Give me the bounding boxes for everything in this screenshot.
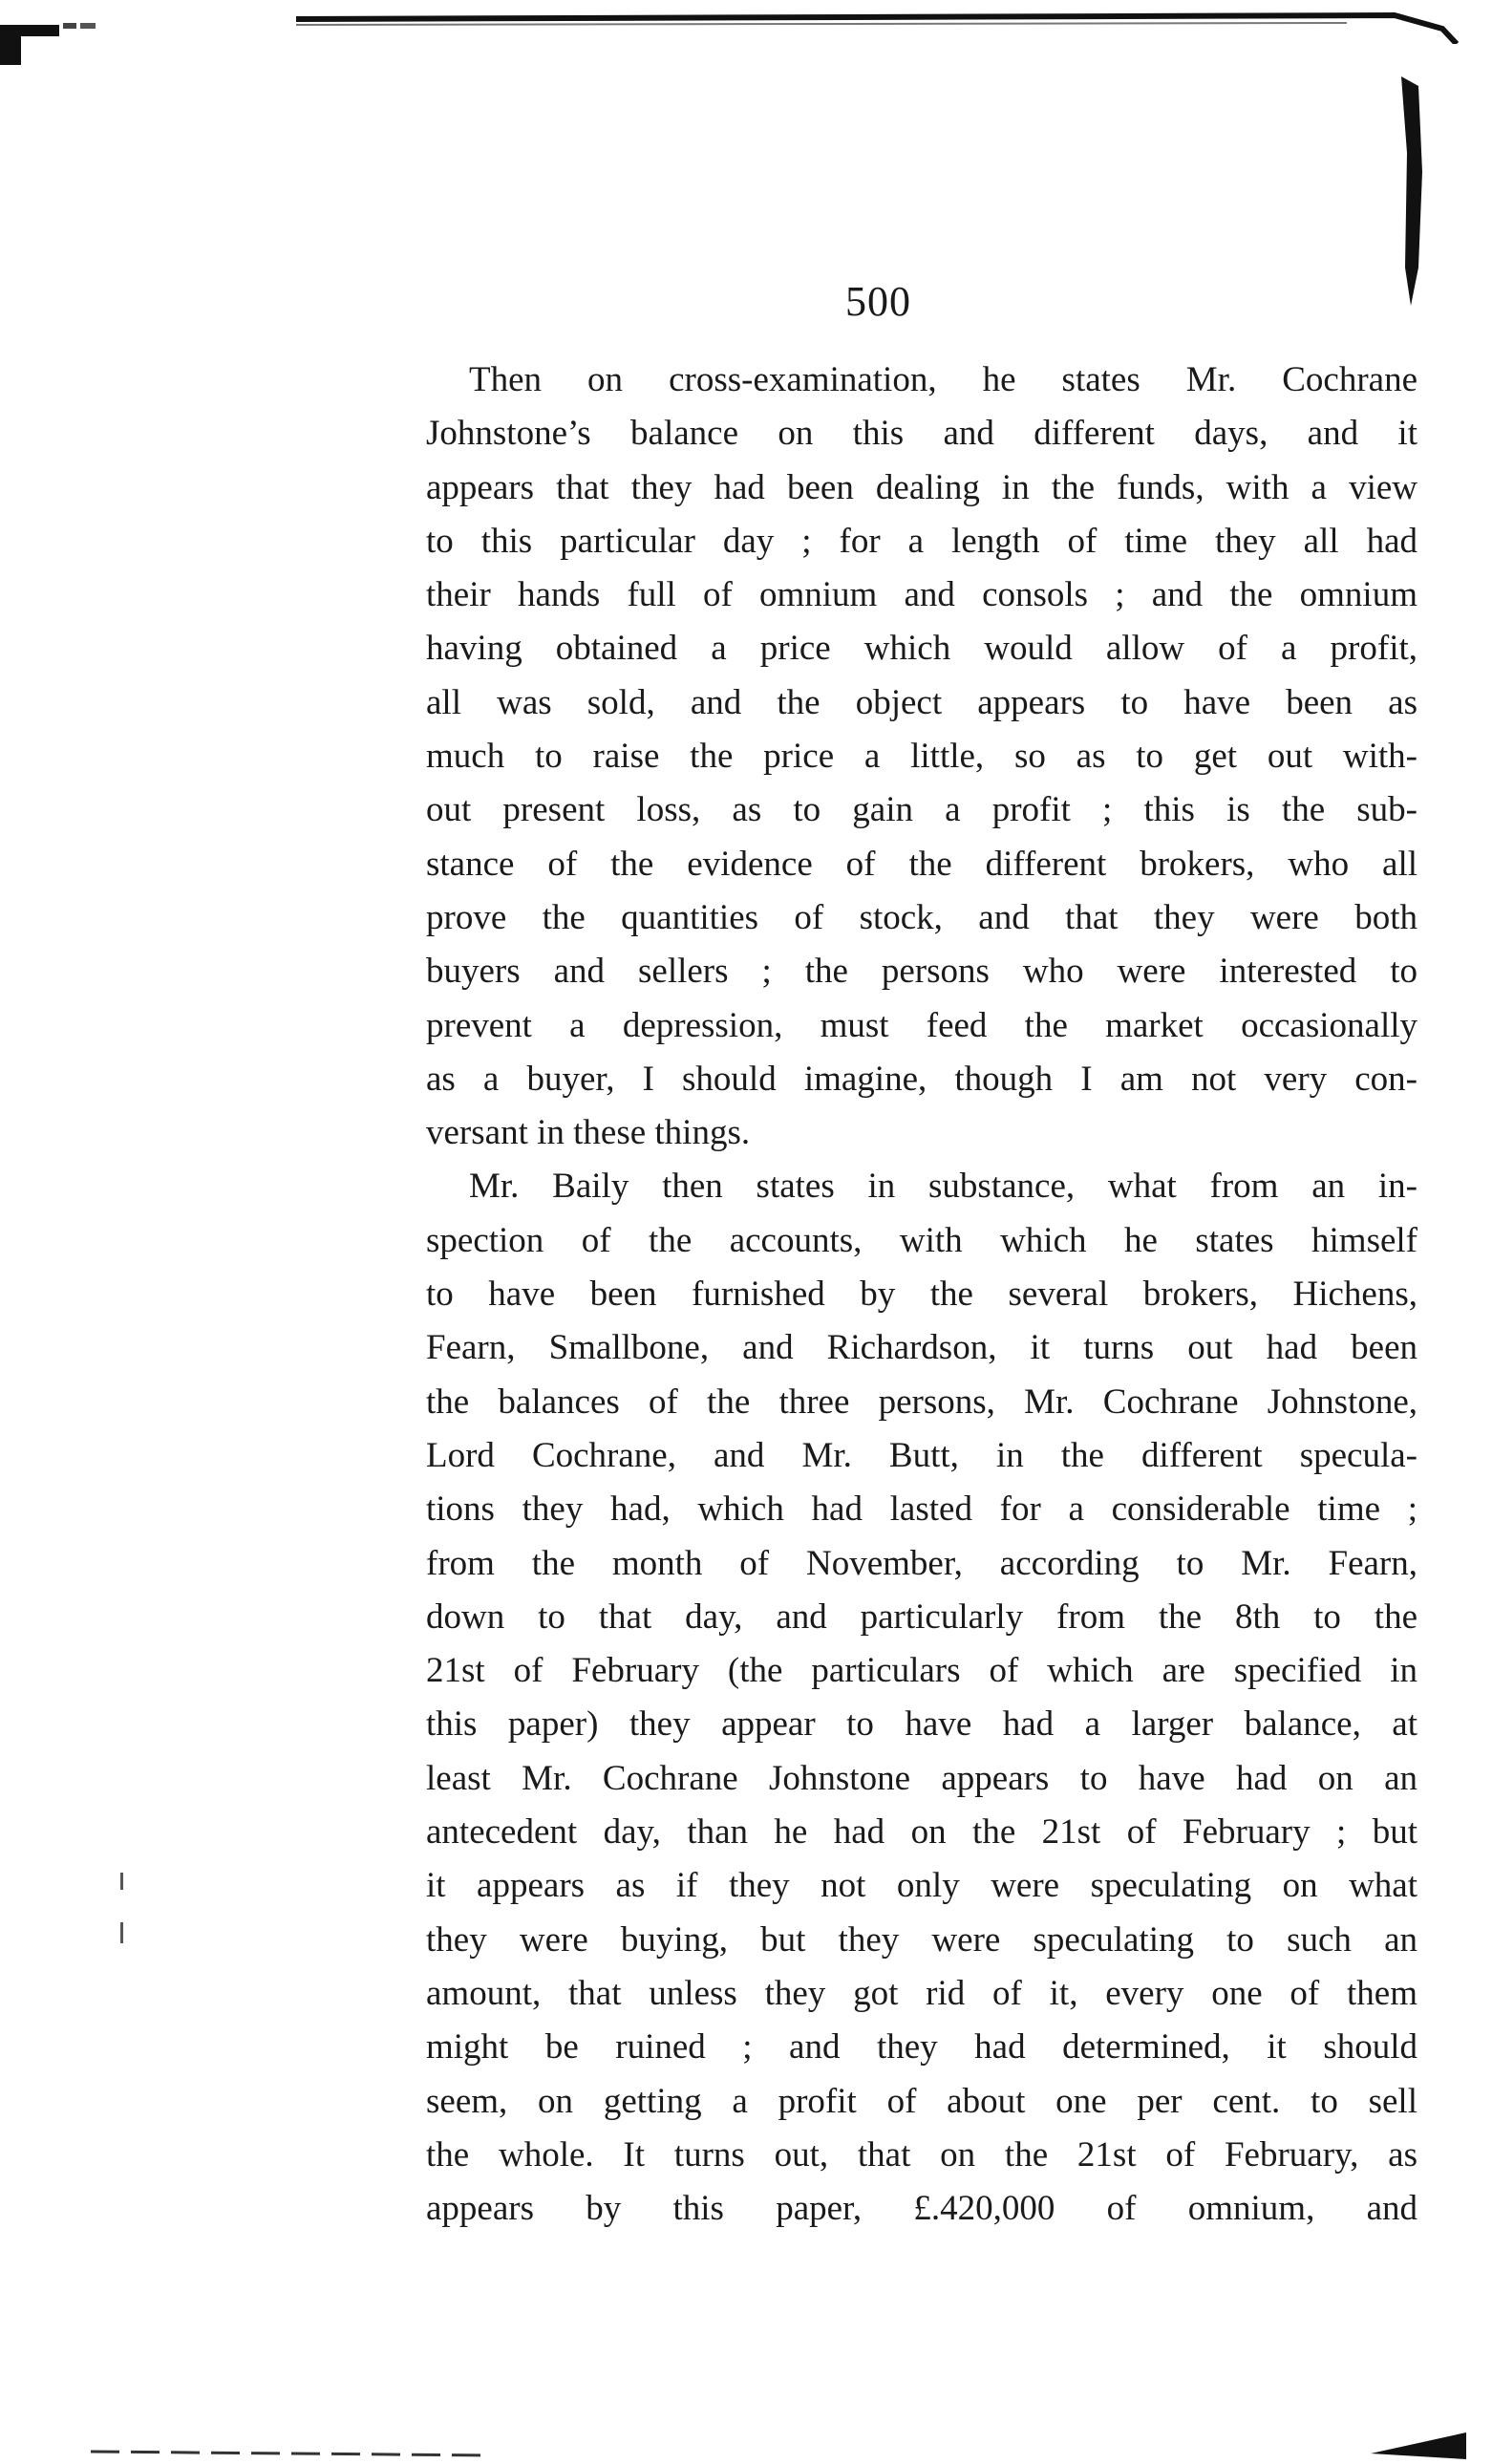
text-line: appears that they had been dealing in the funds, with a view	[426, 467, 1417, 507]
text-line: to have been furnished by the several brokers, Hichens,	[426, 1275, 1417, 1315]
text-line: much to raise the price a little, so as to get out with-	[426, 737, 1417, 777]
text-line: their hands full of omnium and consols ; and the omnium	[426, 575, 1417, 615]
text-line: spection of the accounts, with which he states himself	[426, 1220, 1417, 1260]
text-line: Johnstone’s balance on this and different days, and it	[426, 414, 1417, 454]
bottom-edge-rule	[91, 2427, 1466, 2461]
text-line: the whole. It turns out, that on the 21st of February, as	[426, 2134, 1417, 2175]
text-line: this paper) they appear to have had a larger balance, at	[426, 1704, 1417, 1745]
text-line: all was sold, and the object appears to have been as	[426, 682, 1417, 722]
text-line: least Mr. Cochrane Johnstone appears to have had on an	[426, 1758, 1417, 1798]
text-line: stance of the evidence of the different brokers, who all	[426, 844, 1417, 884]
paragraph	[426, 1160, 1417, 2236]
text-line: Fearn, Smallbone, and Richardson, it turns out had been	[426, 1328, 1417, 1368]
body-text	[426, 354, 1417, 2236]
text-line: 21st of February (the particulars of which are specified in	[426, 1651, 1417, 1691]
text-line: prove the quantities of stock, and that they were both	[426, 897, 1417, 937]
top-edge-rule	[296, 8, 1461, 44]
text-line: they were buying, but they were speculating to such an	[426, 1919, 1417, 1960]
text-line: as a buyer, I should imagine, though I am not very con-	[426, 1059, 1417, 1099]
text-line: to this particular day ; for a length of time they all had	[426, 521, 1417, 561]
margin-mark	[120, 1873, 123, 1890]
text-line: Then on cross-examination, he states Mr. Cochrane	[469, 360, 1417, 399]
text-line: buyers and sellers ; the persons who were interested to	[426, 952, 1417, 992]
right-edge-shadow	[1390, 76, 1447, 306]
text-line: might be ruined ; and they had determined, it should	[426, 2027, 1417, 2068]
paragraph	[426, 354, 1417, 1160]
text-line: prevent a depression, must feed the market occasionally	[426, 1005, 1417, 1045]
text-line: having obtained a price which would allow of a profit,	[426, 629, 1417, 669]
text-line: versant in these things.	[426, 1113, 751, 1153]
text-line: the balances of the three persons, Mr. Cochrane Johnstone,	[426, 1382, 1417, 1422]
text-line: amount, that unless they got rid of it, every one of them	[426, 1973, 1417, 2013]
text-line: from the month of November, according to Mr. Fearn,	[426, 1543, 1417, 1583]
text-line: it appears as if they not only were speculating on what	[426, 1866, 1417, 1906]
margin-mark	[120, 1922, 123, 1943]
text-line: Lord Cochrane, and Mr. Butt, in the different specula-	[426, 1435, 1417, 1475]
text-line: appears by this paper, £.420,000 of omnium, and	[426, 2189, 1417, 2229]
text-line: out present loss, as to gain a profit ; this is the sub-	[426, 790, 1417, 830]
text-line: antecedent day, than he had on the 21st of February ; but	[426, 1812, 1417, 1853]
text-line: tions they had, which had lasted for a considerable time ;	[426, 1489, 1417, 1530]
page-number: 500	[845, 278, 911, 325]
text-line: seem, on getting a profit of about one per cent. to sell	[426, 2081, 1417, 2121]
text-line: down to that day, and particularly from the 8th to the	[426, 1596, 1417, 1637]
text-line: Mr. Baily then states in substance, what from an in-	[469, 1167, 1417, 1207]
scan-corner-mark	[0, 21, 100, 71]
